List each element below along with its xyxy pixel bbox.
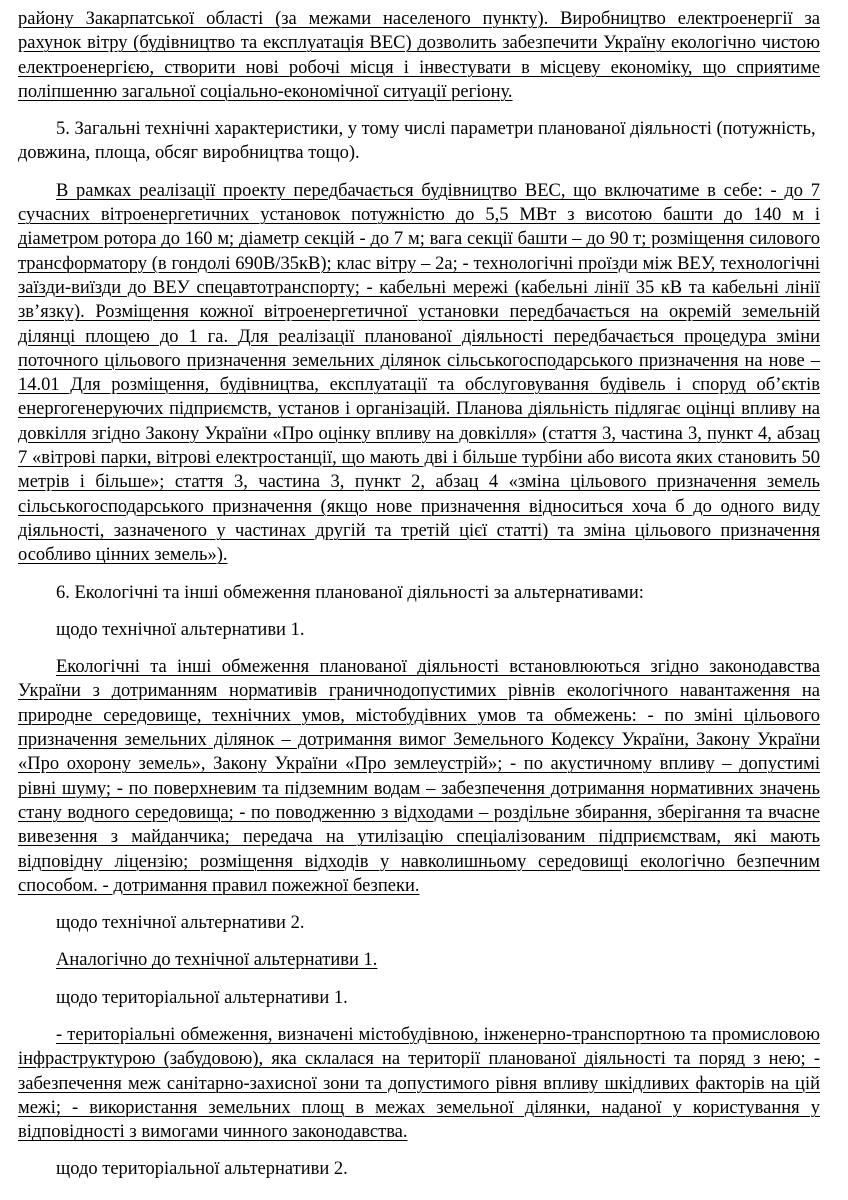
label-territorial-alternative-2: щодо територіальної альтернативи 2. bbox=[56, 1159, 348, 1180]
section-6-heading: 6. Екологічні та інші обмеження планованої діяльності за альтернативами: bbox=[56, 582, 644, 603]
paragraph-region-continuation: району Закарпатської області (за межами населеного пункту). Виробництво електроенергії за рахунок вітру (будівництво та експлуатація ВЕС) дозволить забезпечити Україну екологічно чистою електроенергією, створити нові робочі місця і інвестувати в місцеву економіку, що сприятиме поліпшенню загальної соціально-економічної ситуації регіону. bbox=[18, 9, 820, 102]
label-technical-alternative-1: щодо технічної альтернативи 1. bbox=[56, 619, 305, 640]
paragraph-same-as-technical-alternative-1: Аналогічно до технічної альтернативи 1. bbox=[56, 950, 378, 971]
paragraph-technical-characteristics: В рамках реалізації проекту передбачається будівництво ВЕС, що включатиме в себе: - до 7 сучасних вітроенергетичних установок потужністю до 5,5 МВт з висотою башти до 140 м і діаметром ротора до 160 м; діаметр секцій - до 7 м; вага секції башти – до 90 т; розміщення силового трансформатору (в гондолі 690В/35кВ); клас вітру – 2а; - технологічні проїзди між ВЕУ, технологічні заїзди-виїзди до ВЕУ спецавтотранспорту; - кабельні мережі (кабельні лінії 35 кВ та кабельні лінії зв’язку). Розміщення кожної вітроенергетичної установки передбачається на окремій земельній ділянці площею до 1 га. Для реалізації планованої діяльності передбачається процедура зміни поточного цільового призначення земельних ділянок сільськогосподарського призначення на нове – 14.01 Для розміщення, будівництва, експлуатації та обслуговування будівель і споруд об’єктів енергогенеруючих підприємств, установ і організацій. Планова діяльність підлягає оцінці впливу на довкілля згідно Закону України «Про оцінку впливу на довкілля» (стаття 3, частина 3, пункт 4, абзац 7 «вітрові парки, вітрові електростанції, що мають дві і більше турбіни або висота яких становить 50 метрів і більше»; стаття 3, частина 3, пункт 2, абзац 4 «зміна цільового призначення земель сільськогосподарського призначення (якщо нове призначення відноситься хоча б до одного виду діяльності, зазначеного у частинах другій та третій цієї статті) та зміна цільового призначення особливо цінних земель»). bbox=[18, 180, 820, 566]
label-technical-alternative-2: щодо технічної альтернативи 2. bbox=[56, 913, 305, 934]
paragraph-ecological-restrictions: Екологічні та інші обмеження планованої діяльності встановлюються згідно законодавства України з дотриманням нормативів граничнодопустимих рівнів екологічного навантаження на природне середовище, технічних умов, містобудівних умов та обмежень: - по зміні цільового призначення земельних ділянок – дотримання вимог Земельного Кодексу України, Закону України «Про охорону земель», Закону України «Про землеустрій»; - по акустичному впливу – допустимі рівні шуму; - по поверхневим та підземним водам – забезпечення дотримання нормативних значень стану водного середовища; - по поводженню з відходами – роздільне збирання, зберігання та вчасне вивезення з майданчика; передача на утилізацію спеціалізованим підприємствам, які мають відповідну ліцензію; розміщення відходів у навколишньому середовищі екологічно безпечним способом. - дотримання правил пожежної безпеки. bbox=[18, 657, 820, 896]
section-5-heading: 5. Загальні технічні характеристики, у тому числі параметри планованої діяльності (потужність, довжина, площа, обсяг виробництва тощо). bbox=[18, 119, 816, 164]
paragraph-territorial-restrictions: - територіальні обмеження, визначені містобудівною, інженерно-транспортною та промисловою інфраструктурою (забудовою), яка склалася на території планованої діяльності та поряд з нею; - забезпечення меж санітарно-захисної зони та допустимого рівня впливу шкідливих факторів на цій межі; - використання земельних площ в межах земельної ділянки, наданої у користування у відповідності з вимогами чинного законодавства. bbox=[18, 1024, 820, 1143]
label-territorial-alternative-1: щодо територіальної альтернативи 1. bbox=[56, 987, 348, 1008]
